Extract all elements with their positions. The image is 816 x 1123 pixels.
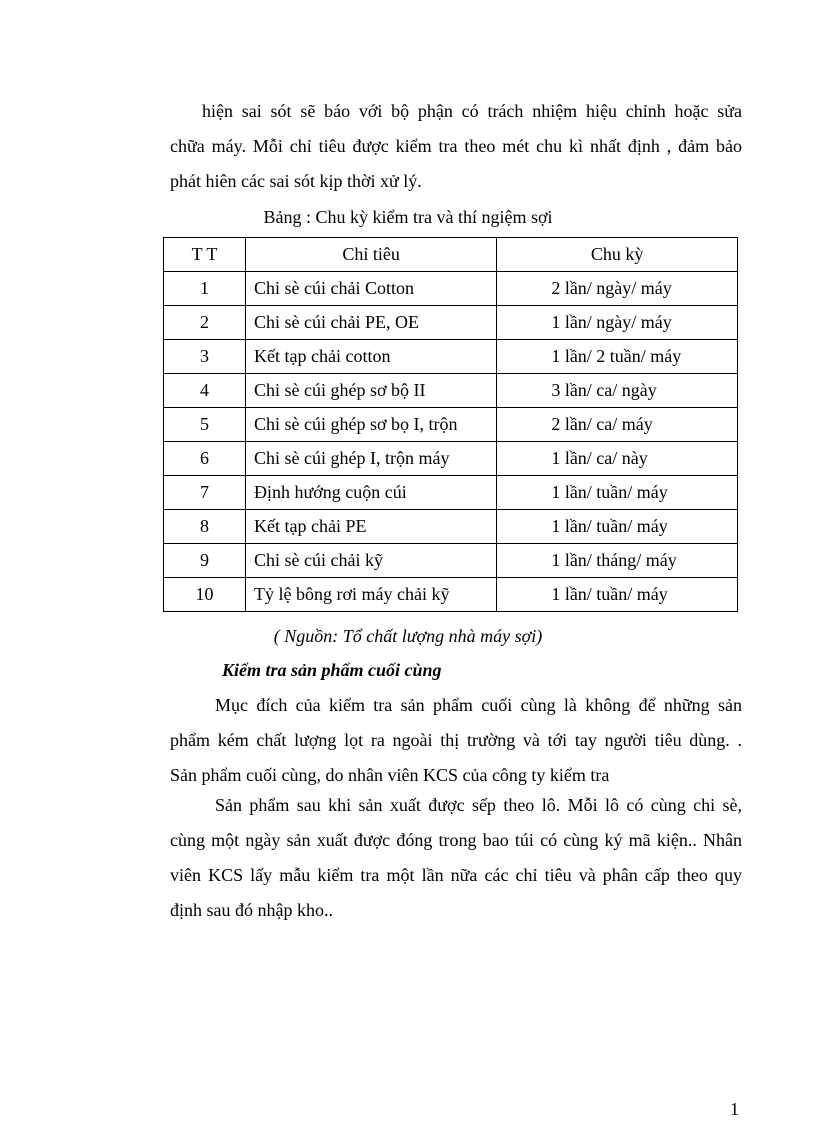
row-criteria: Chi sè cúi chải PE, OE <box>246 306 497 340</box>
lot-packing-paragraph <box>170 788 742 928</box>
row-criteria: Chi sè cúi ghép I, trộn máy <box>246 442 497 476</box>
table-row <box>164 476 738 510</box>
row-cycle: 1 lần/ tuần/ máy <box>497 510 738 544</box>
header-criteria: Chỉ tiêu <box>246 238 497 272</box>
table-source-note: ( Nguồn: Tổ chất lượng nhà máy sợi) <box>273 626 543 646</box>
row-cycle: 1 lần/ 2 tuần/ máy <box>497 340 738 374</box>
table-row <box>164 544 738 578</box>
row-cycle: 1 lần/ tuần/ máy <box>497 476 738 510</box>
text-line: viên KCS lấy mẫu kiểm tra một lần nữa các chỉ tiêu và phân cấp theo quy <box>170 865 742 885</box>
row-cycle: 2 lần/ ca/ máy <box>497 408 738 442</box>
table-row <box>164 340 738 374</box>
row-number: 6 <box>164 442 246 476</box>
row-criteria: Định hướng cuộn cúi <box>246 476 497 510</box>
row-cycle: 1 lần/ ca/ này <box>497 442 738 476</box>
row-number: 7 <box>164 476 246 510</box>
row-number: 10 <box>164 578 246 612</box>
row-number: 8 <box>164 510 246 544</box>
row-criteria: Chi sè cúi ghép sơ bộ II <box>246 374 497 408</box>
row-criteria: Kết tạp chải PE <box>246 510 497 544</box>
table-row <box>164 578 738 612</box>
text-line: Mục đích của kiểm tra sản phẩm cuối cùng là không để những sản <box>215 695 742 715</box>
row-cycle: 3 lần/ ca/ ngày <box>497 374 738 408</box>
row-number: 4 <box>164 374 246 408</box>
text-line: hiện sai sót sẽ báo với bộ phận có trách nhiệm hiệu chỉnh hoặc sửa <box>202 101 742 121</box>
text-line: phẩm kém chất lượng lọt ra ngoài thị trường và tới tay người tiêu dùng. . <box>170 730 742 750</box>
text-line: định sau đó nhập kho.. <box>170 900 333 920</box>
row-criteria: Chi sè cúi ghép sơ bọ I, trộn <box>246 408 497 442</box>
row-number: 2 <box>164 306 246 340</box>
table-row <box>164 510 738 544</box>
header-cycle: Chu kỳ <box>497 238 738 272</box>
table-row <box>164 442 738 476</box>
row-number: 1 <box>164 272 246 306</box>
row-criteria: Chi sè cúi chải kỹ <box>246 544 497 578</box>
text-line: Sản phẩm sau khi sản xuất được sếp theo lô. Mỗi lô có cùng chi sè, <box>215 795 742 815</box>
table-body <box>164 272 738 612</box>
table-header-row <box>164 238 738 272</box>
text-line: Sản phẩm cuối cùng, do nhân viên KCS của công ty kiểm tra <box>170 765 610 785</box>
row-number: 3 <box>164 340 246 374</box>
row-number: 9 <box>164 544 246 578</box>
header-tt: T T <box>164 238 246 272</box>
page-number: 1 <box>730 1099 739 1119</box>
table-row <box>164 374 738 408</box>
section-heading: Kiểm tra sản phẩm cuối cùng <box>222 660 442 680</box>
row-number: 5 <box>164 408 246 442</box>
text-line: phát hiên các sai sót kịp thời xử lý. <box>170 171 422 191</box>
table-row <box>164 306 738 340</box>
text-line: cùng một ngày sản xuất được đóng trong bao túi có cùng ký mã kiện.. Nhân <box>170 830 742 850</box>
row-criteria: Kết tạp chải cotton <box>246 340 497 374</box>
inspection-cycle-table <box>163 237 738 612</box>
row-cycle: 1 lần/ tuần/ máy <box>497 578 738 612</box>
row-criteria: Tỷ lệ bông rơi máy chải kỹ <box>246 578 497 612</box>
intro-paragraph <box>170 94 742 199</box>
table-row <box>164 272 738 306</box>
text-line: chữa máy. Mỗi chỉ tiêu được kiểm tra theo mét chu kì nhất định , đảm bảo <box>170 136 742 156</box>
row-cycle: 2 lần/ ngày/ máy <box>497 272 738 306</box>
row-cycle: 1 lần/ tháng/ máy <box>497 544 738 578</box>
table-row <box>164 408 738 442</box>
final-inspection-paragraph <box>170 688 742 793</box>
row-cycle: 1 lần/ ngày/ máy <box>497 306 738 340</box>
table-caption: Bảng : Chu kỳ kiểm tra và thí ngiệm sợi <box>263 207 553 227</box>
row-criteria: Chi sè cúi chải Cotton <box>246 272 497 306</box>
